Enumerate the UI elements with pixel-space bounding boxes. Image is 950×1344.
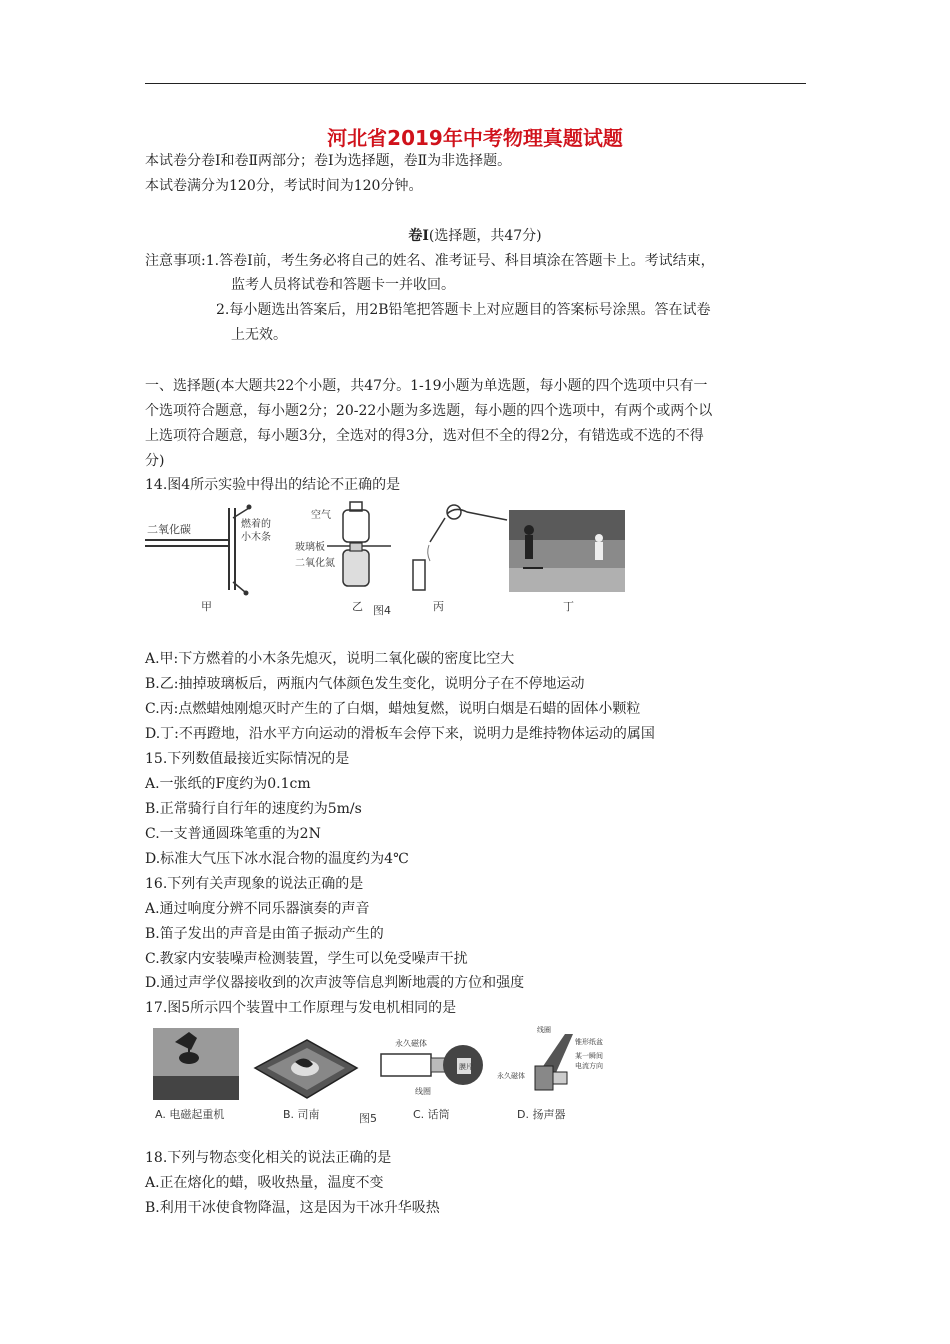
figure-5-label-magnet: 永久磁体 [395,1039,427,1048]
figure-4-label-yi: 乙 [352,600,363,613]
question-14-option: C.丙:点燃蜡烛刚熄灭时产生的了白烟，蜡烛复燃，说明白烟是石蜡的固体小颗粒 [145,701,641,717]
question-16-option: A.通过响度分辨不同乐器演奏的声音 [145,901,370,917]
intro-line: 本试卷分卷Ⅰ和卷Ⅱ两部分；卷Ⅰ为选择题，卷Ⅱ为非选择题。 [145,153,512,169]
figure-5-caption: 图5 [359,1112,377,1125]
section-title-suffix: (选择题，共47分) [428,228,542,244]
figure-5-crane-photo [153,1028,239,1121]
figure-4 [145,500,635,620]
instructions-line: 上选项符合题意，每小题3分，全选对的得3分，选对但不全的得2分，有错选或不选的不得 [145,428,704,444]
figure-4-label-stick: 小木条 [241,532,271,543]
figure-5-label-current: 某一瞬间 [575,1052,603,1060]
question-17-stem: 17.图5所示四个装置中工作原理与发电机相同的是 [145,1000,457,1016]
question-18-option: B.利用干冰使食物降温，这是因为干冰升华吸热 [145,1200,440,1216]
notes-line: 上无效。 [231,327,287,343]
figure-4-label-stick: 燃着的 [241,519,271,530]
question-15-stem: 15.下列数值最接近实际情况的是 [145,751,350,767]
figure-4-label-bing: 丙 [433,600,444,613]
figure-4-label-air: 空气 [311,510,331,521]
question-15-option: D.标准大气压下冰水混合物的温度约为4℃ [145,851,409,867]
question-15-option: C.一支普通圆珠笔重的为2N [145,826,321,842]
question-16-option: C.教家内安装噪声检测装置，学生可以免受噪声干扰 [145,951,468,967]
intro-line: 本试卷满分为120分，考试时间为120分钟。 [145,178,423,194]
figure-5-microphone [381,1038,483,1121]
figure-5-label-d: D. 扬声器 [517,1108,566,1121]
figure-5-compass [255,1040,357,1121]
figure-5-label-coil: 线圈 [415,1087,431,1096]
figure-4-label-ding: 丁 [563,600,574,613]
figure-5-label-cone: 锥形纸盆 [575,1038,603,1046]
question-14-option: A.甲:下方燃着的小木条先熄灭，说明二氧化碳的密度比空大 [145,651,515,667]
figure-5-label-b: B. 司南 [283,1108,320,1121]
question-18-stem: 18.下列与物态变化相关的说法正确的是 [145,1150,392,1166]
figure-5-label-a: A. 电磁起重机 [155,1108,225,1121]
instructions-line: 分) [145,453,165,469]
figure-4-ding-photo [509,510,625,613]
notes-line: 注意事项:1.答卷Ⅰ前，考生务必将自己的姓名、准考证号、科目填涂在答题卡上。考试结束， [145,253,715,269]
instructions-line: 个选项符合题意，每小题2分；20-22小题为多选题，每小题的四个选项中，有两个或两个以 [145,403,713,419]
figure-4-label-glass: 玻璃板 [295,542,325,553]
figure-4-yi-apparatus [295,502,391,613]
figure-5 [145,1022,615,1128]
section-title [0,226,950,246]
header-rule [145,83,806,84]
page-title: 河北省2019年中考物理真题试题 [327,126,623,150]
figure-5-label-magnet-d: 永久磁体 [497,1072,525,1080]
question-18-option: A.正在熔化的蜡，吸收热量，温度不变 [145,1175,384,1191]
question-15-option: B.正常骑行自行年的速度约为5m/s [145,801,362,817]
figure-4-label-no2: 二氧化氮 [295,558,335,569]
notes-line: 监考人员将试卷和答题卡一并收回。 [231,277,455,293]
figure-4-bing-apparatus [413,505,507,613]
question-14-option: D.丁:不再蹬地，沿水平方向运动的滑板车会停下来，说明力是维持物体运动的属国 [145,726,655,742]
figure-4-label-co2: 二氧化碳 [147,523,191,536]
figure-5-label-membrane: 膜片 [459,1063,473,1071]
figure-5-label-current: 电流方向 [575,1062,603,1070]
figure-4-label-jia: 甲 [201,600,212,613]
instructions-line: 一、选择题(本大题共22个小题，共47分。1-19小题为单选题，每小题的四个选项中只有一 [145,378,708,394]
figure-4-caption: 图4 [373,604,391,617]
section-title-prefix: 卷Ⅰ [408,228,429,244]
question-15-option: A.一张纸的F度约为0.1cm [145,776,311,792]
question-14-stem: 14.图4所示实验中得出的结论不正确的是 [145,477,401,493]
question-16-option: D.通过声学仪器接收到的次声波等信息判断地震的方位和强度 [145,975,525,991]
notes-line: 2.每小题选出答案后，用2B铅笔把答题卡上对应题目的答案标号涂黑。答在试卷 [216,302,711,318]
figure-5-speaker [497,1025,603,1121]
figure-4-jia-apparatus [145,505,271,614]
figure-5-label-c: C. 话筒 [413,1108,450,1121]
question-16-stem: 16.下列有关声现象的说法正确的是 [145,876,364,892]
question-14-option: B.乙:抽掉玻璃板后，两瓶内气体颜色发生变化，说明分子在不停地运动 [145,676,585,692]
question-16-option: B.笛子发出的声音是由笛子振动产生的 [145,926,384,942]
figure-5-label-coil-d: 线圈 [537,1026,551,1034]
